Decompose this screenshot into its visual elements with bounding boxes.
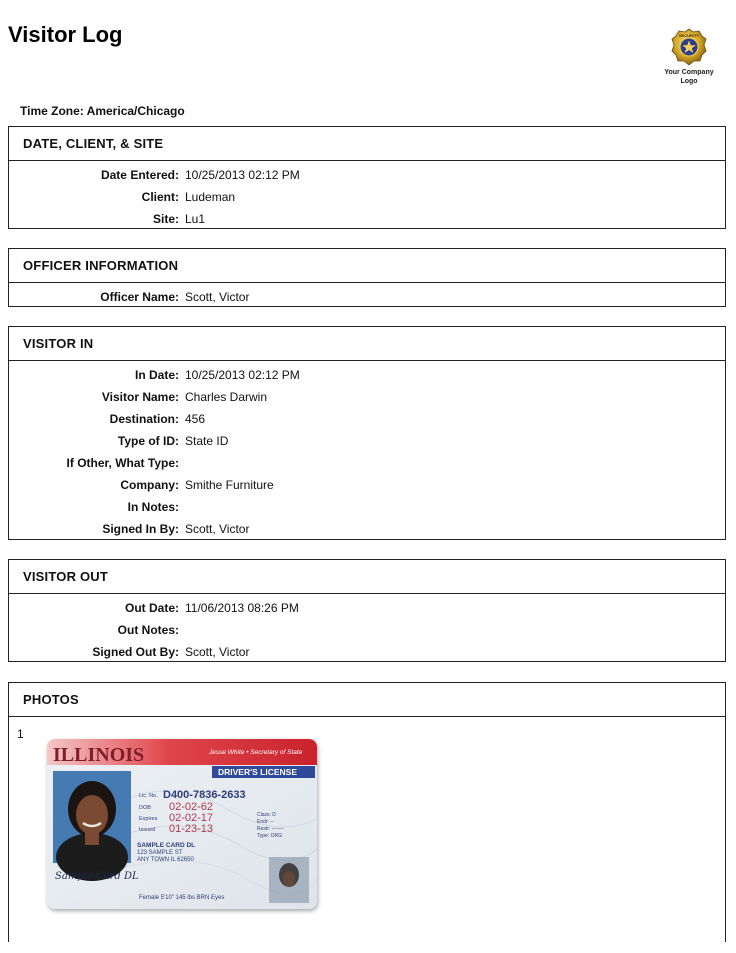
field-row-officer-name bbox=[9, 286, 725, 308]
visitor-out-section bbox=[8, 559, 726, 662]
card-dtype: Type: ORG bbox=[257, 833, 283, 839]
field-value: Lu1 bbox=[185, 212, 206, 226]
field-row-in-notes bbox=[9, 496, 725, 518]
field-row-type-of-id bbox=[9, 430, 725, 452]
field-label: Site: bbox=[152, 212, 179, 226]
photo-index: 1 bbox=[17, 727, 24, 741]
card-dob: 02-02-62 bbox=[169, 801, 214, 813]
field-value: Scott, Victor bbox=[185, 290, 250, 304]
field-label: Type of ID: bbox=[117, 434, 179, 448]
card-address1: 123 SAMPLE ST bbox=[137, 850, 183, 856]
field-value: Scott, Victor bbox=[185, 522, 250, 536]
id-card-photo bbox=[47, 739, 317, 909]
card-endr: Endr: -- bbox=[257, 819, 274, 825]
field-value: 456 bbox=[185, 412, 206, 426]
field-row-destination bbox=[9, 408, 725, 430]
field-row-other-type bbox=[9, 452, 725, 474]
field-label: In Date: bbox=[134, 368, 179, 382]
field-row-client bbox=[9, 186, 725, 208]
card-state: ILLINOIS bbox=[53, 744, 145, 766]
field-row-out-date bbox=[9, 597, 725, 619]
card-lic-label: Lic. No. bbox=[139, 793, 158, 799]
field-label: Signed In By: bbox=[102, 522, 179, 536]
field-value: 10/25/2013 02:12 PM bbox=[185, 368, 300, 382]
section-header: PHOTOS bbox=[9, 683, 725, 717]
field-label: Out Notes: bbox=[117, 623, 179, 637]
card-type: DRIVER'S LICENSE bbox=[218, 767, 298, 777]
card-dob-label: DOB bbox=[139, 805, 151, 811]
card-signature: Sample Card DL bbox=[55, 871, 139, 882]
date-client-site-section bbox=[8, 126, 726, 229]
field-row-signed-in-by bbox=[9, 518, 725, 540]
card-expires-label: Expires bbox=[139, 816, 158, 822]
section-header: OFFICER INFORMATION bbox=[9, 249, 725, 283]
field-row-visitor-name bbox=[9, 386, 725, 408]
field-label: Out Date: bbox=[125, 601, 179, 615]
card-name: SAMPLE CARD DL bbox=[137, 842, 196, 849]
timezone: Time Zone: America/Chicago bbox=[20, 104, 185, 118]
field-row-date-entered bbox=[9, 164, 725, 186]
field-label: If Other, What Type: bbox=[66, 456, 179, 470]
logo-text-line2: Logo bbox=[680, 78, 698, 85]
field-label: Client: bbox=[141, 190, 179, 204]
photos-section bbox=[8, 682, 726, 942]
field-value: Charles Darwin bbox=[185, 390, 268, 404]
field-value: State ID bbox=[185, 434, 229, 448]
card-secretary: Jesse White • Secretary of State bbox=[209, 749, 303, 756]
security-badge-icon bbox=[671, 28, 707, 66]
field-label: Officer Name: bbox=[100, 290, 179, 304]
page-title: Visitor Log bbox=[8, 22, 123, 47]
card-address2: ANY TOWN IL 62650 bbox=[137, 857, 194, 863]
badge-text: SECURITY bbox=[678, 33, 700, 38]
logo-text-line1: Your Company bbox=[664, 69, 714, 76]
field-value: Scott, Victor bbox=[185, 645, 250, 659]
field-label: Company: bbox=[120, 478, 179, 492]
field-row-company bbox=[9, 474, 725, 496]
company-logo bbox=[660, 28, 718, 86]
field-label: Visitor Name: bbox=[101, 390, 179, 404]
officer-information-section bbox=[8, 248, 726, 307]
field-value: Smithe Furniture bbox=[185, 478, 274, 492]
section-header: DATE, CLIENT, & SITE bbox=[9, 127, 725, 161]
card-physical: Female 5'10" 145 lbs BRN Eyes bbox=[139, 895, 225, 901]
card-issued-label: Issued bbox=[139, 827, 156, 833]
section-header: VISITOR IN bbox=[9, 327, 725, 361]
card-lic-no: D400-7836-2633 bbox=[163, 789, 246, 801]
field-row-site bbox=[9, 208, 725, 230]
field-value: 10/25/2013 02:12 PM bbox=[185, 168, 300, 182]
card-restr: Restr: ------- bbox=[257, 826, 284, 832]
card-issued: 01-23-13 bbox=[169, 823, 214, 835]
field-row-in-date bbox=[9, 364, 725, 386]
field-label: Date Entered: bbox=[100, 168, 179, 182]
field-value: Ludeman bbox=[185, 190, 236, 204]
field-row-signed-out-by bbox=[9, 641, 725, 663]
field-value: 11/06/2013 08:26 PM bbox=[185, 601, 299, 615]
card-expires: 02-02-17 bbox=[169, 812, 214, 824]
field-row-out-notes bbox=[9, 619, 725, 641]
drivers-license-image bbox=[47, 739, 317, 909]
visitor-in-section bbox=[8, 326, 726, 540]
field-label: Destination: bbox=[109, 412, 179, 426]
field-label: In Notes: bbox=[127, 500, 179, 514]
field-label: Signed Out By: bbox=[92, 645, 179, 659]
section-header: VISITOR OUT bbox=[9, 560, 725, 594]
card-class: Class: D bbox=[257, 812, 276, 818]
